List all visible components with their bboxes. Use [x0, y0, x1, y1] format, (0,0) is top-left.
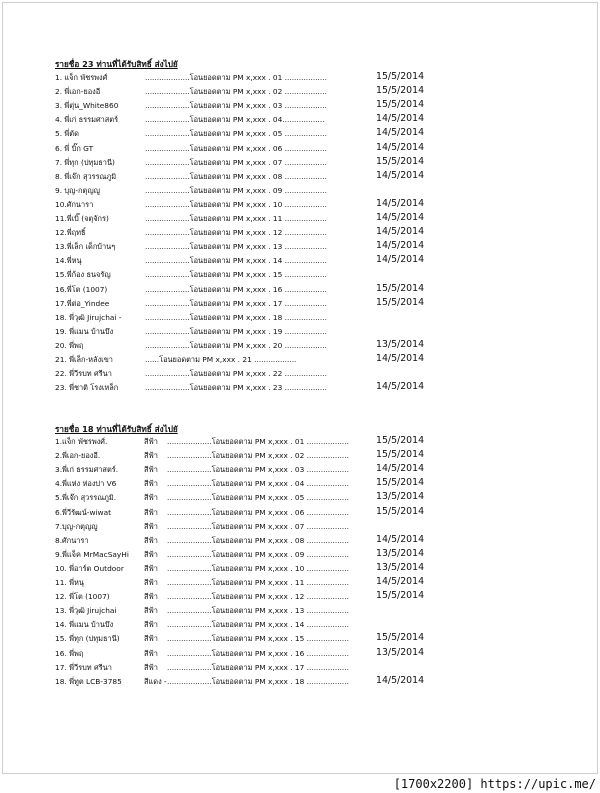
list-item: [55, 619, 575, 631]
transfer-detail: ...................โอนยอดตาม PM x,xxx . 13 ..................: [145, 242, 327, 252]
transfer-date: 15/5/2014: [376, 505, 425, 517]
recipient-name: 18. พี่ทูต LCB-3785: [55, 676, 122, 686]
color-choice: สีฟ้า: [144, 507, 158, 517]
transfer-detail: ...................โอนยอดตาม PM x,xxx . 20 ..................: [145, 340, 327, 350]
list-item: [55, 662, 575, 674]
list-item: [55, 521, 575, 533]
transfer-detail: ...................โอนยอดตาม PM x,xxx . 19 ..................: [145, 326, 327, 336]
transfer-date: 14/5/2014: [376, 240, 425, 252]
list-item: [55, 563, 575, 575]
color-choice: สีฟ้า: [144, 549, 158, 559]
list-item: [55, 72, 575, 84]
recipient-name: 13. พี่วุฒิ Jirujchai: [55, 606, 117, 616]
recipient-name: 7.บุญ-กตุญญู: [55, 521, 98, 531]
transfer-detail: ...................โอนยอดตาม PM x,xxx . 12 ..................: [145, 228, 327, 238]
transfer-date: 14/5/2014: [376, 381, 425, 393]
list-item: [55, 269, 575, 281]
recipient-name: 11. พี่หนุ: [55, 578, 84, 587]
recipient-name: 17. พี่วีรบท ศรีนา: [55, 662, 112, 672]
list-item: [55, 227, 575, 239]
transfer-date: 15/5/2014: [376, 71, 425, 82]
list-item: [55, 464, 575, 476]
recipient-name: 9. บุญ-กตุญญู: [55, 185, 100, 195]
transfer-date: 14/5/2014: [376, 197, 425, 209]
transfer-date: 13/5/2014: [376, 547, 425, 559]
transfer-date: 14/5/2014: [376, 226, 425, 238]
transfer-date: 15/5/2014: [376, 435, 425, 446]
transfer-detail: ...................โอนยอดตาม PM x,xxx . 02 ..................: [145, 87, 327, 97]
transfer-date: 13/5/2014: [376, 491, 425, 503]
recipient-name: 22. พี่วีรบท ศรีนา: [55, 369, 112, 379]
transfer-detail: ...................โอนยอดตาม PM x,xxx . 01 ..................: [145, 73, 327, 82]
list-item: [55, 577, 575, 589]
transfer-detail: ...................โอนยอดตาม PM x,xxx . 10 ..................: [167, 563, 349, 573]
list-item: [55, 86, 575, 98]
transfer-detail: ...................โอนยอดตาม PM x,xxx . 08 ..................: [167, 535, 349, 545]
transfer-detail: ...................โอนยอดตาม PM x,xxx . 18 ..................: [145, 312, 327, 322]
transfer-detail: ...................โอนยอดตาม PM x,xxx . 13 ..................: [167, 606, 349, 616]
color-choice: สีฟ้า: [144, 493, 158, 503]
transfer-detail: ...................โอนยอดตาม PM x,xxx . 08 ..................: [145, 171, 327, 181]
transfer-date: 15/5/2014: [376, 632, 425, 644]
recipient-name: 11.พี่เบิ๊ (จตุจักร): [55, 214, 109, 223]
transfer-date: 14/5/2014: [376, 353, 425, 364]
transfer-date: 13/5/2014: [376, 646, 425, 658]
recipient-name: 3. พี่ตุ่น_White860: [55, 101, 119, 111]
list-item: [55, 143, 575, 155]
color-choice: สีฟ้า: [144, 451, 158, 461]
transfer-detail: ...................โอนยอดตาม PM x,xxx . 16 ..................: [167, 648, 349, 658]
transfer-detail: ...................โอนยอดตาม PM x,xxx . 04..................: [145, 115, 325, 125]
color-choice: สีฟ้า: [144, 620, 158, 630]
transfer-detail: ...................โอนยอดตาม PM x,xxx . 02 ..................: [167, 451, 349, 461]
transfer-date: 13/5/2014: [376, 561, 425, 573]
transfer-detail: ......โอนยอดตาม PM x,xxx . 21 ..................: [145, 355, 297, 364]
transfer-detail: ...................โอนยอดตาม PM x,xxx . 23 ..................: [145, 383, 327, 393]
list-item: [55, 648, 575, 660]
recipient-name: 23. พี่ชาติ โรงเหล็ก: [55, 383, 119, 393]
transfer-detail: ...................โอนยอดตาม PM x,xxx . 03 ..................: [145, 101, 327, 111]
transfer-detail: ...................โอนยอดตาม PM x,xxx . 22 ..................: [145, 369, 327, 379]
transfer-detail: ...................โอนยอดตาม PM x,xxx . 03 ..................: [167, 465, 349, 475]
recipient-name: 13.พี่เล็ก เด็กบ้านๆ: [55, 242, 116, 252]
list-item: [55, 128, 575, 140]
transfer-detail: ...................โอนยอดตาม PM x,xxx . 15 ..................: [145, 270, 327, 280]
color-choice: สีฟ้า: [144, 563, 158, 573]
color-choice: สีฟ้า: [144, 521, 158, 531]
recipient-name: 21. พี่เล็ก-หลังเขา: [55, 355, 113, 364]
list-item: [55, 633, 575, 645]
transfer-date: 14/5/2014: [376, 113, 425, 125]
transfer-detail: ...................โอนยอดตาม PM x,xxx . 15 ..................: [167, 634, 349, 644]
recipient-name: 19. พี่แมน บ้านบึง: [55, 326, 114, 336]
recipient-name: 14.พี่หนุ: [55, 256, 82, 266]
recipient-name: 17.พี่ต่อ_Yindee: [55, 298, 110, 308]
recipient-name: 6. พี่ บิ๊ก GT: [55, 143, 94, 153]
list-item: [55, 436, 575, 448]
transfer-detail: ...................โอนยอดตาม PM x,xxx . 06 ..................: [145, 143, 327, 153]
transfer-detail: ...................โอนยอดตาม PM x,xxx . 12 ..................: [167, 592, 349, 602]
transfer-detail: ...................โอนยอดตาม PM x,xxx . 17 ..................: [167, 662, 349, 672]
transfer-detail: ...................โอนยอดตาม PM x,xxx . 09 ..................: [167, 549, 349, 559]
list-item: [55, 492, 575, 504]
color-choice: สีฟ้า: [144, 662, 158, 672]
list-item: [55, 284, 575, 296]
transfer-detail: ...................โอนยอดตาม PM x,xxx . 10 ..................: [145, 199, 327, 209]
recipient-name: 4. พี่เก่ ธรรมศาสตร์: [55, 115, 119, 125]
recipient-name: 12. พี่โต (1007): [55, 592, 110, 602]
transfer-date: 15/5/2014: [376, 155, 425, 167]
color-choice: สีฟ้า: [144, 606, 158, 616]
transfer-date: 14/5/2014: [376, 674, 425, 686]
list-item: [55, 535, 575, 547]
list-item: [55, 255, 575, 267]
recipient-name: 5.พี่เจ๊ก สุวรรณภูมิ.: [55, 493, 117, 503]
list-item: [55, 591, 575, 603]
recipient-name: 18. พี่วุฒิ Jirujchai -: [55, 312, 122, 322]
recipient-name: 6.พี่วีรัฒน์-wiwat: [55, 507, 112, 517]
recipient-name: 10. พี่อาร์ต Outdoor: [55, 563, 124, 573]
transfer-date: 14/5/2014: [376, 141, 425, 153]
list-item: [55, 382, 575, 394]
color-choice: สีฟ้า: [144, 535, 158, 545]
transfer-date: 14/5/2014: [376, 254, 425, 266]
transfer-date: 15/5/2014: [376, 477, 425, 489]
list-item: [55, 213, 575, 225]
recipient-name: 1.แจ็ก พัชรพงศ์.: [55, 437, 108, 446]
recipient-name: 4.พี่แห่ง ห่องบ่า V6: [55, 479, 117, 489]
transfer-date: 14/5/2014: [376, 169, 425, 181]
recipient-name: 16.พี่โต (1007): [55, 284, 108, 294]
recipient-name: 2.พี่เอก-ยองอี.: [55, 451, 101, 461]
recipient-name: 12.พี่ฤทธิ์: [55, 228, 86, 238]
list-item: [55, 478, 575, 490]
recipient-name: 8.ศักนารา: [55, 535, 89, 545]
color-choice: สีฟ้า: [144, 634, 158, 644]
recipient-name: 9.พี่แจ็ค MrMacSayHi: [55, 549, 129, 559]
list-item: [55, 298, 575, 310]
list-item: [55, 354, 575, 366]
transfer-detail: ...................โอนยอดตาม PM x,xxx . 07 ..................: [167, 521, 349, 531]
color-choice: สีฟ้า: [144, 578, 158, 587]
recipient-name: 8. พี่เจ๊ก สุวรรณภูมิ: [55, 171, 117, 181]
recipient-name: 1. แจ็ก พัชรพงศ์: [55, 73, 108, 82]
color-choice: สีฟ้า: [144, 465, 158, 475]
list-heading: รายชื่อ 18 ท่านที่ได้รับสิทธิ์ ส่งไปยั: [55, 424, 178, 434]
list-item: [55, 340, 575, 352]
transfer-detail: ...................โอนยอดตาม PM x,xxx . 06 ..................: [167, 507, 349, 517]
transfer-date: 15/5/2014: [376, 282, 425, 294]
transfer-detail: ...................โอนยอดตาม PM x,xxx . 11 ..................: [145, 214, 327, 223]
transfer-detail: ...................โอนยอดตาม PM x,xxx . 01 ..................: [167, 437, 349, 446]
list-item: [55, 114, 575, 126]
transfer-detail: ...................โอนยอดตาม PM x,xxx . 09 ..................: [145, 185, 327, 195]
list-item: [55, 450, 575, 462]
recipient-name: 5. พี่ตัด: [55, 129, 79, 139]
recipient-name: 2. พี่เอก-ยองอี: [55, 87, 101, 97]
transfer-date: 14/5/2014: [376, 212, 425, 223]
recipient-name: 20. พี่พฤ: [55, 340, 84, 350]
color-choice: สีฟ้า: [144, 648, 158, 658]
list-item: [55, 549, 575, 561]
transfer-detail: ...................โอนยอดตาม PM x,xxx . 07 ..................: [145, 157, 327, 167]
transfer-detail: ...................โอนยอดตาม PM x,xxx . 18 ..................: [167, 676, 349, 686]
transfer-detail: ...................โอนยอดตาม PM x,xxx . 11 ..................: [167, 578, 349, 587]
transfer-date: 15/5/2014: [376, 590, 425, 602]
transfer-detail: ...................โอนยอดตาม PM x,xxx . 14 ..................: [145, 256, 327, 266]
list-item: [55, 157, 575, 169]
transfer-detail: ...................โอนยอดตาม PM x,xxx . 17 ..................: [145, 298, 327, 308]
transfer-date: 14/5/2014: [376, 533, 425, 545]
color-choice: สีฟ้า: [144, 479, 158, 489]
list-item: [55, 676, 575, 688]
transfer-detail: ...................โอนยอดตาม PM x,xxx . 14 ..................: [167, 620, 349, 630]
list-item: [55, 241, 575, 253]
transfer-detail: ...................โอนยอดตาม PM x,xxx . 05 ..................: [167, 493, 349, 503]
list-item: [55, 312, 575, 324]
recipient-name: 15. พี่ทุก (ปทุมธานี): [55, 634, 120, 644]
transfer-date: 15/5/2014: [376, 449, 425, 461]
color-choice: สีฟ้า: [144, 592, 158, 602]
transfer-date: 14/5/2014: [376, 576, 425, 587]
transfer-date: 15/5/2014: [376, 99, 425, 111]
list-item: [55, 605, 575, 617]
list-item: [55, 100, 575, 112]
list-item: [55, 326, 575, 338]
recipient-name: 10.ศักนารา: [55, 199, 94, 209]
recipient-name: 7. พี่ทุก (ปทุมธานี): [55, 157, 115, 167]
transfer-date: 14/5/2014: [376, 127, 425, 139]
image-host-watermark: [1700x2200] https://upic.me/: [393, 777, 596, 791]
transfer-date: 13/5/2014: [376, 338, 425, 350]
list-item: [55, 171, 575, 183]
transfer-detail: ...................โอนยอดตาม PM x,xxx . 05 ..................: [145, 129, 327, 139]
recipient-name: 14. พี่แมน บ้านบึง: [55, 620, 114, 630]
transfer-date: 15/5/2014: [376, 296, 425, 308]
list-item: [55, 185, 575, 197]
color-choice: สีแดง -: [144, 676, 167, 686]
recipient-name: 3.พี่เก่ ธรรมศาสตร์.: [55, 465, 119, 475]
recipient-name: 16. พี่พฤ: [55, 648, 84, 658]
list-item: [55, 199, 575, 211]
transfer-date: 14/5/2014: [376, 463, 425, 475]
list-item: [55, 368, 575, 380]
document-page: [2, 2, 598, 774]
transfer-detail: ...................โอนยอดตาม PM x,xxx . 16 ..................: [145, 284, 327, 294]
list-heading: รายชื่อ 23 ท่านที่ได้รับสิทธิ์ ส่งไปยั: [55, 59, 178, 69]
transfer-detail: ...................โอนยอดตาม PM x,xxx . 04 ..................: [167, 479, 349, 489]
recipient-name: 15.พี่ก้อง ธนจรัญ: [55, 270, 111, 280]
list-item: [55, 507, 575, 519]
transfer-date: 15/5/2014: [376, 85, 425, 97]
color-choice: สีฟ้า: [144, 437, 158, 446]
